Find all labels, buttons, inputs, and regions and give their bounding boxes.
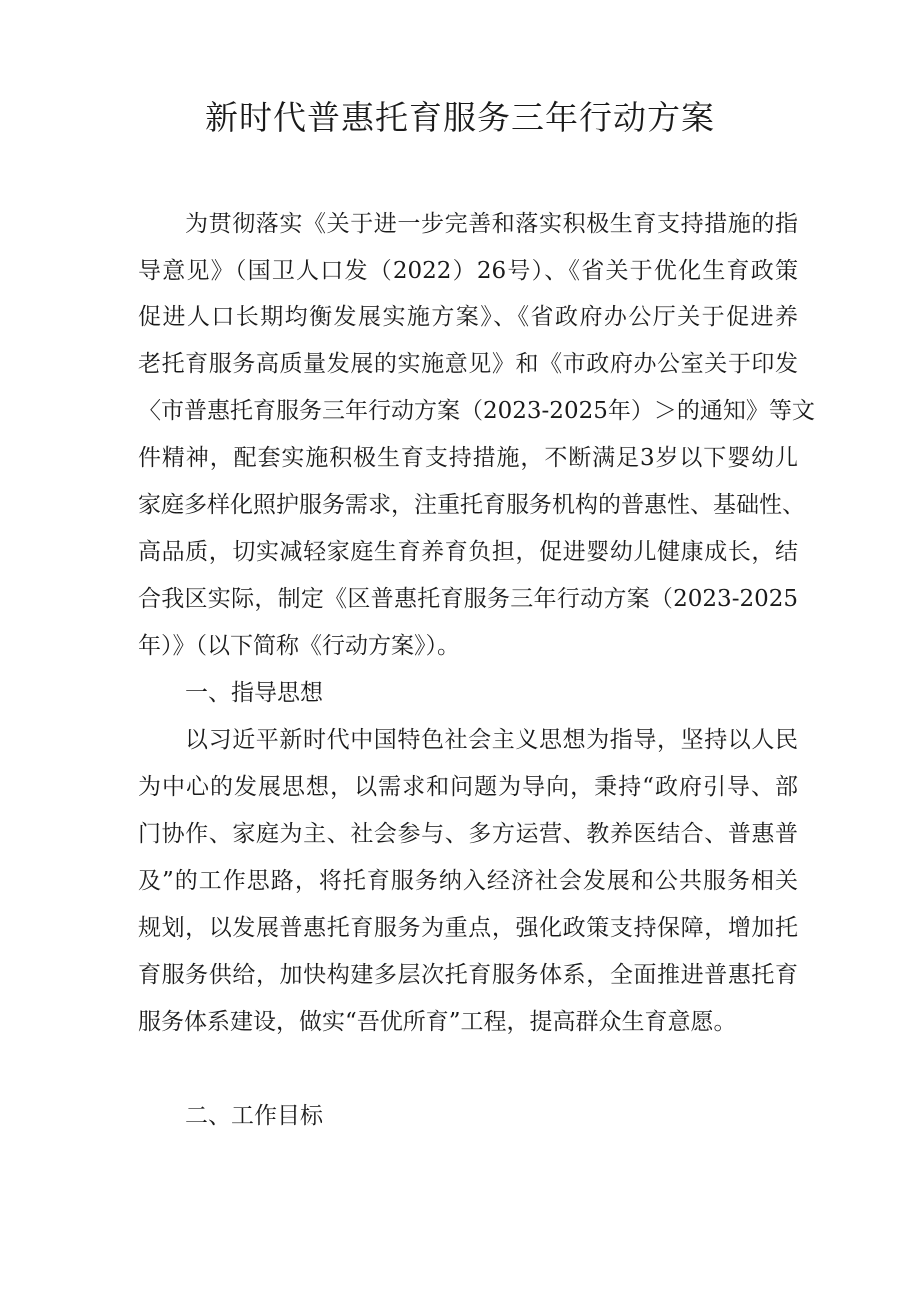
intro-line: 〈市普惠托育服务三年行动方案（2023-2025年）＞的通知》等文 [138, 398, 815, 424]
section1-line: 以习近平新时代中国特色社会主义思想为指导，坚持以人民 [185, 727, 798, 753]
section1-line: 服务体系建设，做实“吾优所育”工程，提高群众生育意愿。 [138, 1009, 737, 1035]
section1-line: 门协作、家庭为主、社会参与、多方运营、教养医结合、普惠普 [138, 821, 798, 847]
section1-line: 及”的工作思路，将托育服务纳入经济社会发展和公共服务相关 [138, 868, 798, 894]
section1-line: 育服务供给，加快构建多层次托育服务体系，全面推进普惠托育 [138, 962, 798, 988]
section-heading-work-goals: 二、工作目标 [185, 1103, 323, 1129]
intro-line: 促进人口长期均衡发展实施方案》、《省政府办公厅关于促进养 [138, 304, 798, 330]
document-title: 新时代普惠托育服务三年行动方案 [205, 98, 715, 137]
section-heading-guiding-ideology: 一、指导思想 [185, 680, 323, 706]
intro-line: 合我区实际，制定《区普惠托育服务三年行动方案（2023-2025 [138, 586, 798, 612]
intro-line: 为贯彻落实《关于进一步完善和落实积极生育支持措施的指 [185, 211, 798, 237]
section1-line: 规划，以发展普惠托育服务为重点，强化政策支持保障，增加托 [138, 915, 798, 941]
intro-line: 导意见》（国卫人口发（2022）26号）、《省关于优化生育政策 [138, 258, 798, 284]
intro-line: 件精神，配套实施积极生育支持措施，不断满足3岁以下婴幼儿 [138, 445, 798, 471]
intro-line: 家庭多样化照护服务需求，注重托育服务机构的普惠性、基础性、 [138, 492, 805, 518]
section1-line: 为中心的发展思想，以需求和问题为导向，秉持“政府引导、部 [138, 774, 798, 800]
intro-line: 老托育服务高质量发展的实施意见》和《市政府办公室关于印发 [138, 351, 798, 377]
intro-line: 高品质，切实减轻家庭生育养育负担，促进婴幼儿健康成长，结 [138, 539, 798, 565]
intro-line: 年）》（以下简称《行动方案》）。 [138, 633, 460, 659]
